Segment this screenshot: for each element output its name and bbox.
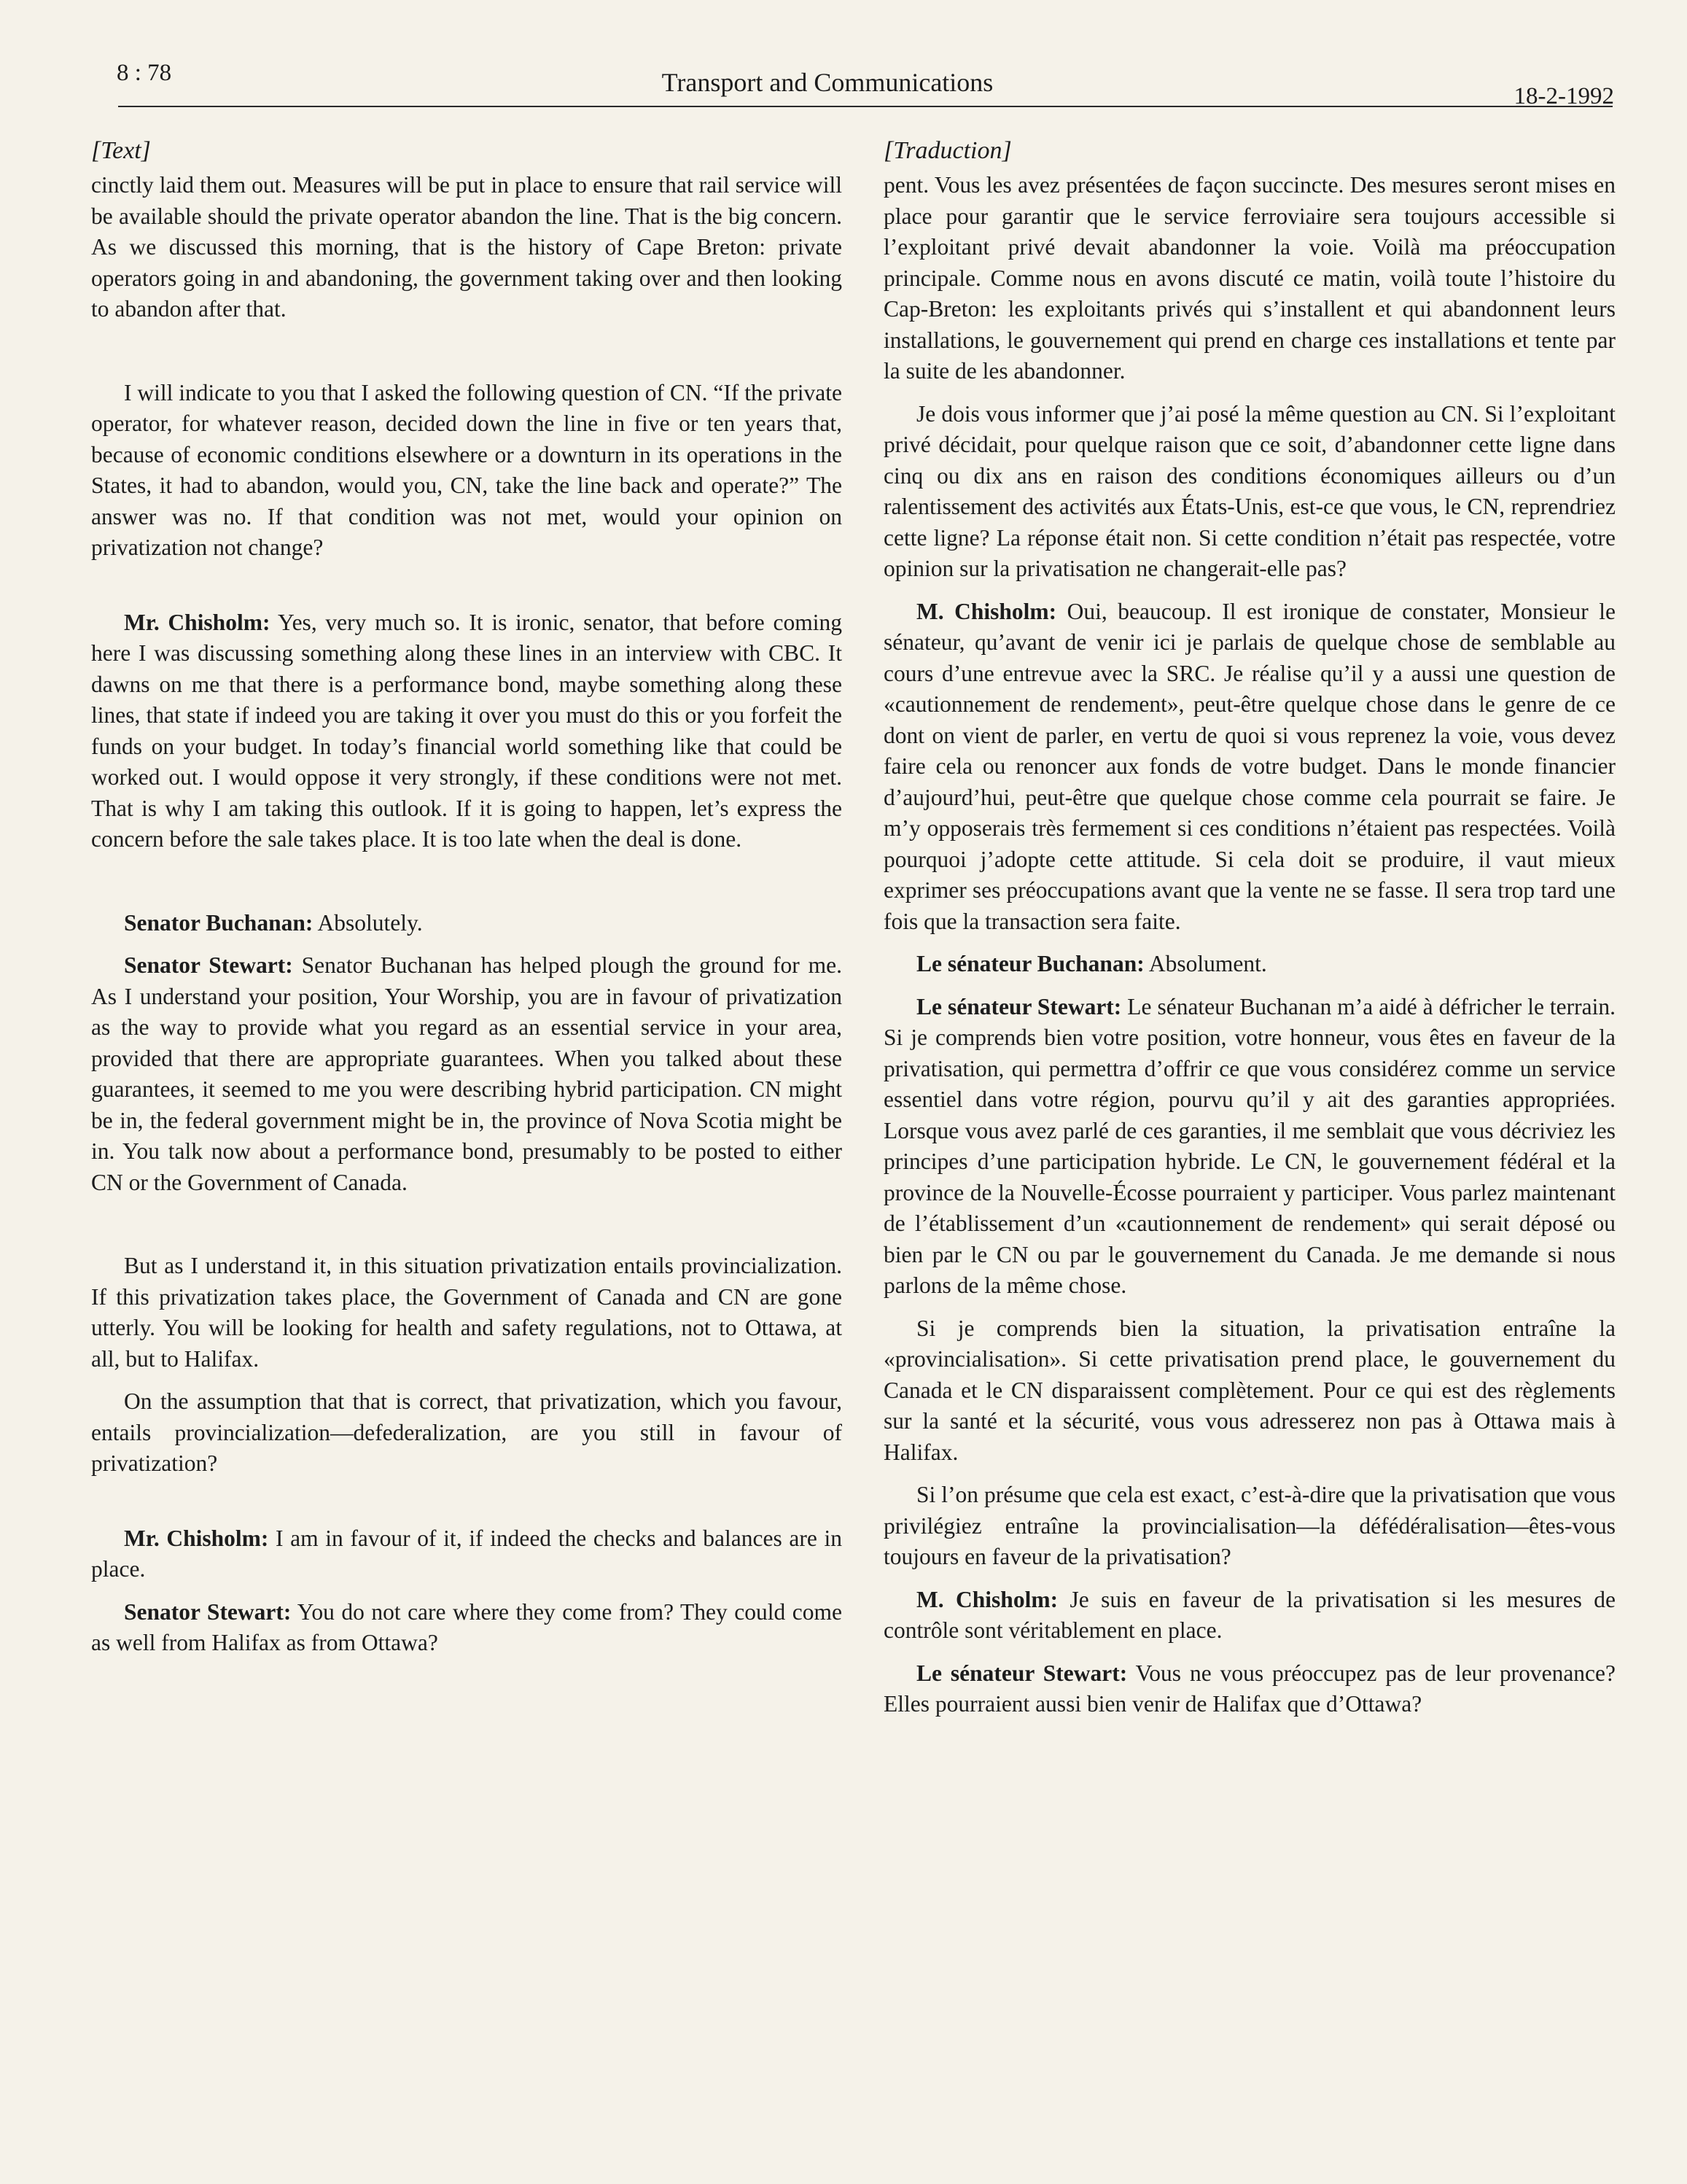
speech-text: Absolument. [1148,951,1267,976]
paragraph [884,399,1616,585]
speaker-name: Senator Stewart: [124,952,293,978]
speech-paragraph [884,596,1616,938]
speech-paragraph [91,908,842,939]
speech-paragraph [91,950,842,1198]
speech-paragraph [884,1585,1616,1647]
speaker-name: Senator Stewart: [124,1598,292,1625]
paragraph [884,170,1616,387]
speech-paragraph [91,1597,842,1659]
paragraph [91,378,842,564]
speech-text: Je suis en faveur de la privatisation si les mesures de contrôle sont véritablement en place. [884,1586,1616,1643]
paragraph-text: Si l’on présume que cela est exact, c’est-à-dire que la privatisation que vous privilégiez entraîne la provincialisation—la défédéralisation—êtes-vous toujours en faveur de la privatisation? [884,1482,1616,1569]
speech-text: Senator Buchanan has helped plough the ground for me. As I understand your position, Your Worship, you are in favour of privatization as the way to provide what you regard as an essential service in your area, provided that there are appropriate guarantees. When you talked about these guarantees, it seemed to me you were describing hybrid participation. CN might be in, the federal government might be in, the province of Nova Scotia might be in. You talk now about a performance bond, presumably to be posted to either CN or the Government of Canada. [91,952,843,1195]
paragraph-text: cinctly laid them out. Measures will be put in place to ensure that rail service will be available should the private operator abandon the line. That is the big concern. As we discussed this morning, that is the history of Cape Breton: private operators going in and abandoning, the government taking over and then looking to abandon after that. [91,172,842,322]
page-header [117,57,1614,123]
header-rule [118,106,1613,107]
speech-text: Yes, very much so. It is ironic, senator, that before coming here I was discussing something along these lines in an interview with CBC. It dawns on me that there is a performance bond, maybe something along these lines, that state if indeed you are taking it over you must do this or you forfeit the funds on your budget. In today’s financial world something like that could be worked out. I would oppose it very strongly, if these conditions were not met. That is why I am taking this outlook. If it is going to happen, let’s express the concern before the sale takes place. It is too late when the deal is done. [91,609,842,852]
paragraph-text: Si je comprends bien la situation, la privatisation entraîne la «provincialisation». Si cette privatisation prend place, le gouvernement du Canada et le CN disparaissent complètement. Pour ce qui est des règlements sur la santé et la sécurité, vous vous adresserez non pas à Ottawa mais à Halifax. [884,1315,1616,1465]
speaker-name: Le sénateur Buchanan: [916,951,1145,976]
running-title: Transport and Communications [661,68,994,97]
speech-paragraph [91,607,842,855]
speech-paragraph [884,949,1616,980]
paragraph-text: I will indicate to you that I asked the following question of CN. “If the private operator, for whatever reason, decided down the line in five or ten years that, because of economic conditions elsewhere or a downturn in its operations in the States, it had to abandon, would you, CN, take the line back and operate?” The answer was no. If that condition was not met, would your opinion on privatization not change? [91,379,843,560]
speech-paragraph [884,1658,1616,1720]
english-column [91,135,842,1659]
speech-paragraph [91,1523,842,1585]
speaker-name: Senator Buchanan: [124,909,313,936]
speech-paragraph [884,992,1616,1302]
speech-text: Absolutely. [317,909,423,936]
speech-text: Vous ne vous préoccupez pas de leur provenance? Elles pourraient aussi bien venir de Halifax que d’Ottawa? [884,1660,1616,1717]
speaker-name: Le sénateur Stewart: [916,1660,1128,1686]
column-language-tag: [Text] [91,137,151,164]
paragraph-text: Je dois vous informer que j’ai posé la même question au CN. Si l’exploitant privé décidait, pour quelque raison que ce soit, d’abandonner cette ligne dans cinq ou dix ans en raison des conditions économiques ailleurs ou d’un ralentissement des activités aux États-Unis, est-ce que vous, le CN, reprendriez cette ligne? La réponse était non. Si cette condition n’était pas respectée, votre opinion sur la privatisation ne changerait-elle pas? [884,400,1616,581]
paragraph-text: pent. Vous les avez présentées de façon succincte. Des mesures seront mises en place pour garantir que le service ferroviaire sera toujours accessible si l’exploitant privé devait abandonner la voie. Voilà ma préoccupation principale. Comme nous en avons discuté ce matin, voilà toute l’histoire du Cap-Breton: les exploitants privés qui s’installent et qui abandonnent leurs installations, le gouvernement qui prend en charge ces installations et tente par la suite de les abandonner. [884,172,1616,384]
speaker-name: M. Chisholm: [916,598,1057,624]
paragraph [884,1480,1616,1573]
paragraph [91,170,842,325]
paragraph [91,1386,842,1480]
speech-text: You do not care where they come from? They could come as well from Halifax as from Ottawa? [91,1598,842,1655]
paragraph-text: On the assumption that that is correct, that privatization, which you favour, entails provincialization—defederalization, are you still in favour of privatization? [91,1388,842,1476]
speaker-name: Mr. Chisholm: [124,1525,269,1551]
page-date: 18-2-1992 [1513,83,1614,109]
paragraph-text: But as I understand it, in this situation privatization entails provincialization. If this privatization takes place, the Government of Canada and CN are gone utterly. You will be looking for health and safety regulations, not to Ottawa, at all, but to Halifax. [91,1253,842,1372]
speech-text: Oui, beaucoup. Il est ironique de constater, Monsieur le sénateur, qu’avant de venir ici je parlais de quelque chose de semblable au cours d’une entrevue avec la SRC. Je réalise qu’il y a aussi une question de «cautionnement de rendement», peut-être quelque chose dans le genre de ce dont on vient de parler, en vertu de quoi si vous reprenez la voie, vous devez faire cela ou renoncer aux fonds de votre budget. Dans le monde financier d’aujourd’hui, peut-être que quelque chose comme cela pourrait se faire. Je m’y opposerais très fermement si ces conditions n’étaient pas respectées. Voilà pourquoi j’adopte cette attitude. Si cela doit se produire, il vaut mieux exprimer ses préoccupations avant que la vente ne se fasse. Il sera trop tard une fois que la transaction sera faite. [884,598,1616,934]
speaker-name: Mr. Chisholm: [124,609,270,635]
speaker-name: Le sénateur Stewart: [916,993,1122,1019]
column-language-tag: [Traduction] [884,137,1012,164]
speech-text: Le sénateur Buchanan m’a aidé à défricher le terrain. Si je comprends bien votre position, votre honneur, vous êtes en faveur de la privatisation, qui permettra d’offrir ce que vous considérez comme un service essentiel dans votre région, pourvu qu’il y ait des garanties appropriées. Lorsque vous avez parlé de ces garanties, il me semblait que vous décriviez les principes d’une participation hybride. Le CN, le gouvernement fédéral et la province de la Nouvelle-Écosse pourraient y participer. Vous parlez maintenant de l’établissement d’un «cautionnement de rendement» qui serait déposé ou bien par le CN ou par le gouvernement du Canada. Je me demande si nous parlons de la même chose. [884,993,1616,1298]
speech-text: I am in favour of it, if indeed the checks and balances are in place. [91,1525,842,1582]
speaker-name: M. Chisholm: [916,1586,1059,1612]
page-number: 8 : 78 [117,60,172,86]
french-column [884,135,1616,1720]
paragraph [884,1313,1616,1469]
paragraph [91,1251,842,1375]
